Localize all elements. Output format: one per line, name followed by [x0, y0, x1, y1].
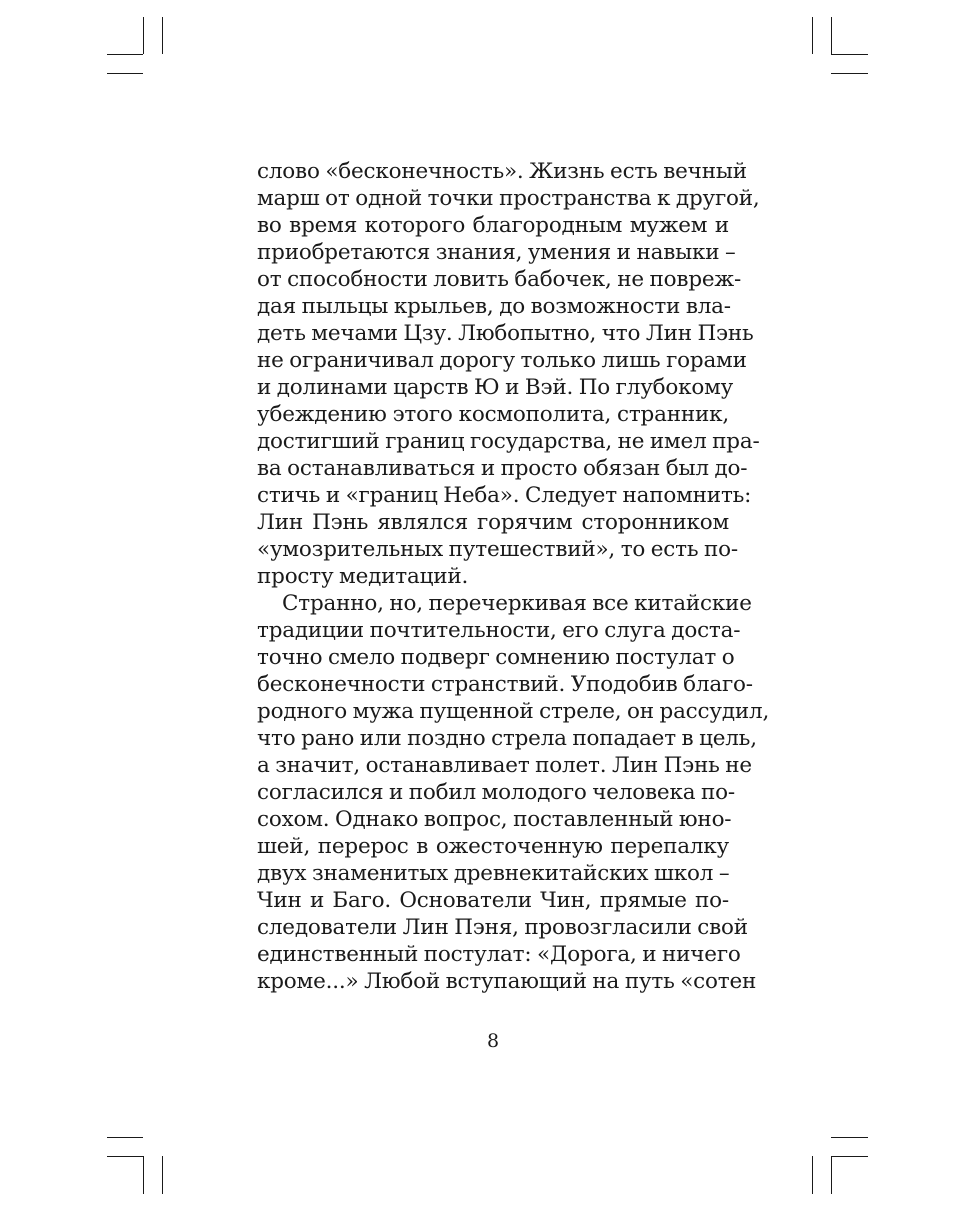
- text-line: традиции почтительности, его слуга доста-: [257, 618, 741, 643]
- crop-mark-top-left-vertical-inner: [162, 17, 163, 54]
- crop-mark-top-right-bracket: [831, 54, 868, 55]
- crop-mark-top-left-vertical-outer: [143, 17, 144, 54]
- text-line: Чин и Баго. Основатели Чин, прямые по-: [257, 888, 729, 913]
- text-line: стичь и «границ Неба». Следует напомнить:: [257, 483, 752, 508]
- text-line: сохом. Однако вопрос, поставленный юно-: [257, 807, 732, 832]
- crop-mark-top-left-horizontal: [107, 73, 143, 74]
- crop-mark-top-right-vertical-inner: [812, 17, 813, 54]
- crop-mark-bottom-left-vertical-outer: [143, 1156, 144, 1194]
- text-line: не ограничивал дорогу только лишь горами: [257, 348, 747, 373]
- text-line: просту медитаций.: [257, 564, 469, 589]
- page-number: 8: [486, 1030, 500, 1052]
- text-line: убеждению этого космополита, странник,: [257, 402, 729, 427]
- text-line: «умозрительных путешествий», то есть по-: [257, 537, 738, 562]
- text-line: Странно, но, перечеркивая все китайские: [282, 591, 752, 616]
- text-line: бесконечности странствий. Уподобив благо-: [257, 672, 753, 697]
- text-line: согласился и побил молодого человека по-: [257, 780, 735, 805]
- text-line: шей, перерос в ожесточенную перепалку: [257, 834, 729, 859]
- text-line: слово «бесконечность». Жизнь есть вечный: [257, 159, 747, 184]
- text-line: от способности ловить бабочек, не повреж-: [257, 267, 742, 292]
- text-line: приобретаются знания, умения и навыки –: [257, 240, 736, 265]
- text-line: марш от одной точки пространства к другой,: [257, 186, 760, 211]
- crop-mark-top-right-vertical-outer: [831, 17, 832, 54]
- text-line: родного мужа пущенной стреле, он рассудил,: [257, 699, 770, 724]
- text-line: кроме...» Любой вступающий на путь «сотен: [257, 969, 757, 994]
- paragraph-2: [257, 590, 770, 995]
- text-line: дая пыльцы крыльев, до возможности вла-: [257, 294, 731, 319]
- crop-mark-bottom-left-vertical-inner: [162, 1156, 163, 1194]
- text-line: что рано или поздно стрела попадает в цель,: [257, 726, 757, 751]
- crop-mark-top-right-horizontal: [831, 73, 868, 74]
- crop-mark-bottom-right-vertical-inner: [812, 1156, 813, 1194]
- text-line: единственный постулат: «Дорога, и ничего: [257, 942, 741, 967]
- body-text: [257, 158, 770, 995]
- crop-mark-bottom-right-horizontal: [831, 1137, 868, 1138]
- crop-mark-bottom-right-bracket: [831, 1156, 868, 1157]
- crop-mark-bottom-left-horizontal: [107, 1137, 143, 1138]
- text-line: а значит, останавливает полет. Лин Пэнь не: [257, 753, 752, 778]
- text-line: ва останавливаться и просто обязан был до-: [257, 456, 748, 481]
- crop-mark-bottom-left-bracket: [107, 1156, 143, 1157]
- text-line: во время которого благородным мужем и: [257, 213, 729, 238]
- text-line: достигший границ государства, не имел пра-: [257, 429, 760, 454]
- text-line: точно смело подверг сомнению постулат о: [257, 645, 735, 670]
- crop-mark-bottom-right-vertical-outer: [831, 1156, 832, 1194]
- paragraph-1: [257, 158, 760, 590]
- crop-mark-top-left-bracket: [107, 54, 143, 55]
- text-line: двух знаменитых древнекитайских школ –: [257, 861, 730, 886]
- text-line: деть мечами Цзу. Любопытно, что Лин Пэнь: [257, 321, 754, 346]
- text-line: Лин Пэнь являлся горячим сторонником: [257, 510, 729, 535]
- text-line: следователи Лин Пэня, провозгласили свой: [257, 915, 748, 940]
- text-line: и долинами царств Ю и Вэй. По глубокому: [257, 375, 734, 400]
